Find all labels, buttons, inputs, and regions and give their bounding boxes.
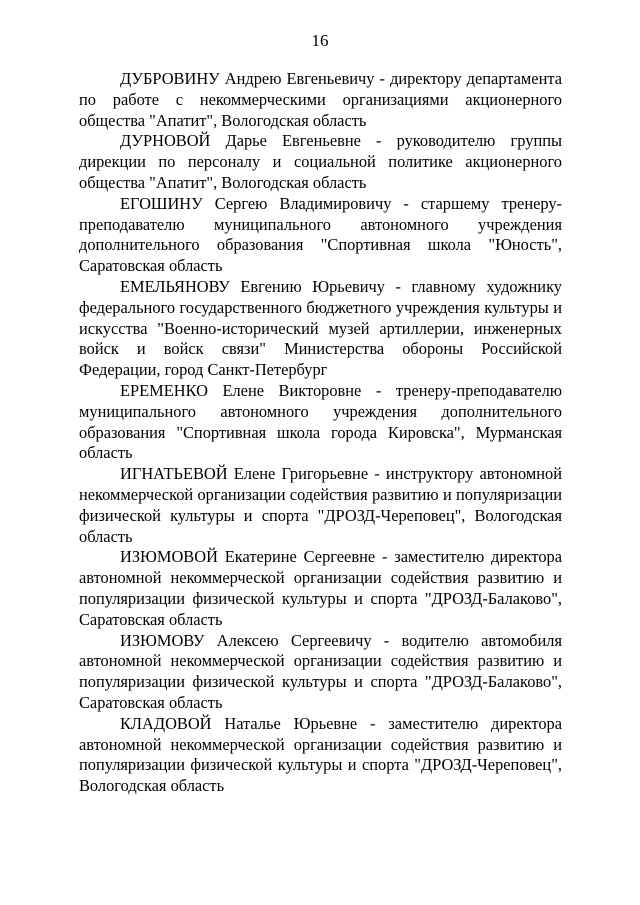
page-number: 16 <box>311 31 329 50</box>
list-entry: ИЗЮМОВУ Алексею Сергеевичу - водителю автомобиля автономной некоммерческой организации содействия развитию и популяризации физической культуры и спорта "ДРОЗД-Балаково", Саратовская область <box>79 630 562 712</box>
list-entry: ЕГОШИНУ Сергею Владимировичу - старшему тренеру-преподавателю муниципального автономного учреждения дополнительного образования "Спортивная школа "Юность", Саратовская область <box>79 193 562 276</box>
award-list <box>79 69 562 797</box>
list-entry: ДУРНОВОЙ Дарье Евгеньевне - руководителю группы дирекции по персоналу и социальной политике акционерного общества "Апатит", Вологодская область <box>79 131 562 192</box>
list-entry: ЕРЕМЕНКО Елене Викторовне - тренеру-преподавателю муниципального автономного учреждения дополнительного образования "Спортивная школа города Кировска", Мурманская область <box>79 380 562 463</box>
list-entry: ДУБРОВИНУ Андрею Евгеньевичу - директору департамента по работе с некоммерческими организациями акционерного общества "Апатит", Вологодская область <box>79 69 562 130</box>
list-entry: ИГНАТЬЕВОЙ Елене Григорьевне - инструктору автономной некоммерческой организации содействия развитию и популяризации физической культуры и спорта "ДРОЗД-Череповец", Вологодская область <box>79 464 562 546</box>
list-entry: КЛАДОВОЙ Наталье Юрьевне - заместителю директора автономной некоммерческой организации содействия развитию и популяризации физической культуры и спорта "ДРОЗД-Череповец", Вологодская область <box>79 713 562 796</box>
list-entry: ИЗЮМОВОЙ Екатерине Сергеевне - заместителю директора автономной некоммерческой организации содействия развитию и популяризации физической культуры и спорта "ДРОЗД-Балаково", Саратовская область <box>79 547 562 629</box>
list-entry: ЕМЕЛЬЯНОВУ Евгению Юрьевичу - главному художнику федерального государственного бюджетного учреждения культуры и искусства "Военно-исторический музей артиллерии, инженерных войск и войск связи" Министерства обороны Российской Федерации, город Санкт-Петербург <box>79 276 562 380</box>
